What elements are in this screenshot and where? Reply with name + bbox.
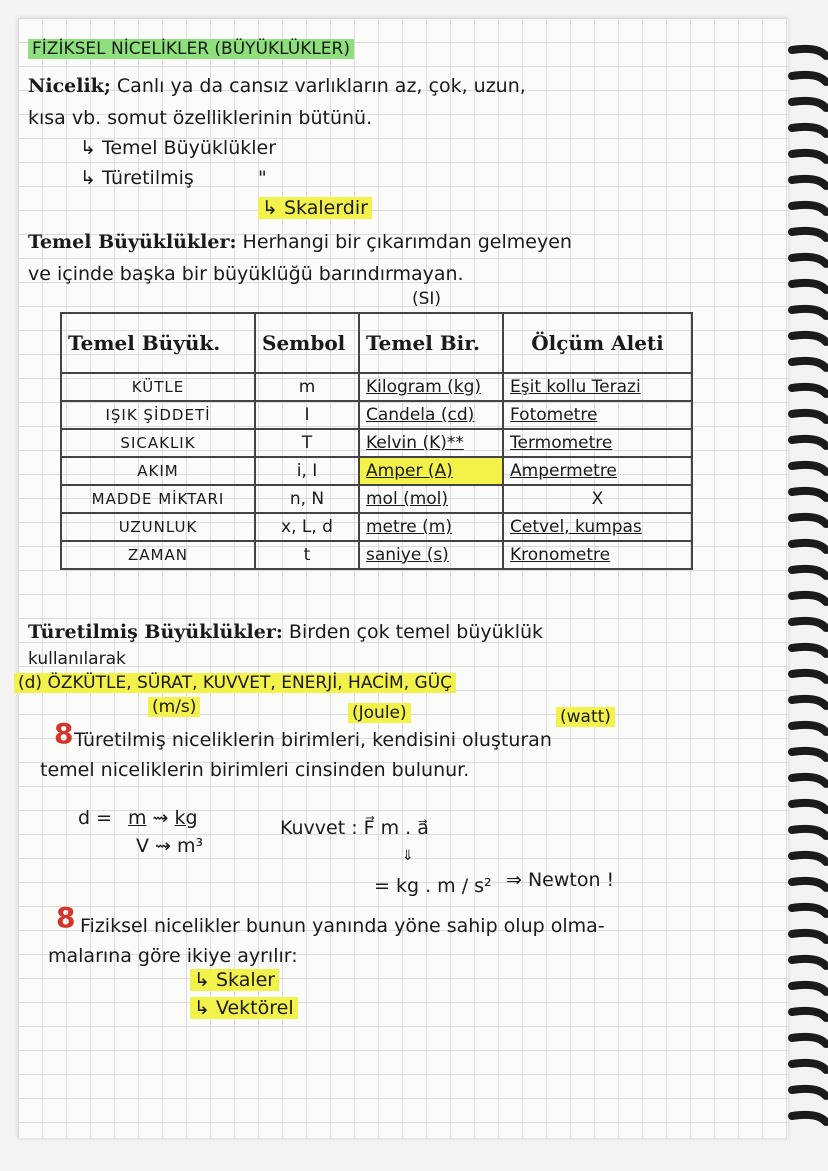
- unit-energy: (Joule): [348, 704, 411, 724]
- si-label: (SI): [412, 289, 442, 309]
- cell-symbol: n, N: [255, 485, 359, 513]
- spiral-coil: [792, 465, 826, 472]
- density-v: V ⇝ m³: [136, 835, 204, 857]
- cell-quantity: AKIM: [61, 457, 255, 485]
- header-unit: Temel Bir.: [359, 313, 503, 373]
- spiral-coil: [792, 283, 826, 290]
- cell-instrument: Eşit kollu Terazi: [503, 373, 692, 401]
- cell-unit: Candela (cd): [359, 401, 503, 429]
- cell-symbol: t: [255, 541, 359, 569]
- spiral-coil: [792, 205, 826, 212]
- cell-symbol: T: [255, 429, 359, 457]
- newton-label: ⇒ Newton !: [506, 869, 615, 891]
- cell-unit: mol (mol): [359, 485, 503, 513]
- spiral-coil: [792, 1115, 826, 1122]
- spiral-coil: [792, 413, 826, 420]
- cell-quantity: IŞIK ŞİDDETİ: [61, 401, 255, 429]
- page-title: FİZİKSEL NİCELİKLER (BÜYÜKLÜKLER): [28, 40, 354, 60]
- spiral-coil: [792, 387, 826, 394]
- spiral-coil: [792, 1011, 826, 1018]
- spiral-coil: [792, 569, 826, 576]
- ditto-mark: ": [258, 167, 267, 189]
- turetilmis-definition-line1: Türetilmiş Büyüklükler: Birden çok temel büyüklük: [28, 621, 544, 643]
- spiral-binding: [788, 40, 828, 1140]
- cell-instrument: X: [503, 485, 692, 513]
- cell-instrument: Ampermetre: [503, 457, 692, 485]
- spiral-coil: [792, 595, 826, 602]
- cell-quantity: UZUNLUK: [61, 513, 255, 541]
- spiral-coil: [792, 439, 826, 446]
- cell-instrument: Kronometre: [503, 541, 692, 569]
- spiral-coil: [792, 1063, 826, 1070]
- note1-line1: Türetilmiş niceliklerin birimleri, kendisini oluşturan: [74, 729, 552, 751]
- cell-quantity: SICAKLIK: [61, 429, 255, 457]
- spiral-coil: [792, 959, 826, 966]
- spiral-coil: [792, 777, 826, 784]
- note1-line2: temel niceliklerin birimleri cinsinden bulunur.: [40, 759, 470, 781]
- cell-symbol: i, I: [255, 457, 359, 485]
- spiral-coil: [792, 335, 826, 342]
- derived-examples: (d) ÖZKÜTLE, SÜRAT, KUVVET, ENERJİ, HACİM, GÜÇ: [14, 674, 456, 694]
- spiral-coil: [792, 153, 826, 160]
- cell-unit: saniye (s): [359, 541, 503, 569]
- spiral-coil: [792, 49, 826, 56]
- spiral-coil: [792, 491, 826, 498]
- branch-turetilmis: ↳ Türetilmiş: [80, 167, 194, 189]
- spiral-coil: [792, 75, 826, 82]
- spiral-coil: [792, 647, 826, 654]
- cell-instrument: Termometre: [503, 429, 692, 457]
- note2-line2: malarına göre ikiye ayrılır:: [48, 945, 298, 967]
- spiral-coil: [792, 101, 826, 108]
- unit-power: (watt): [556, 708, 615, 728]
- nicelik-definition-line2: kısa vb. somut özelliklerinin bütünü.: [28, 107, 373, 129]
- branch-skaler: ↳ Skaler: [190, 970, 279, 992]
- cell-instrument: Cetvel, kumpas: [503, 513, 692, 541]
- force-eq: Kuvvet : F⃗ m . a⃗: [280, 817, 429, 839]
- spiral-coil: [792, 517, 826, 524]
- note-mark-icon: 8: [54, 717, 74, 750]
- cell-symbol: x, L, d: [255, 513, 359, 541]
- spiral-coil: [792, 881, 826, 888]
- spiral-coil: [792, 1037, 826, 1044]
- down-arrow-icon: ⇓: [402, 848, 414, 864]
- branch-temel: ↳ Temel Büyüklükler: [80, 137, 277, 159]
- spiral-coil: [792, 907, 826, 914]
- table-row: [61, 513, 692, 541]
- header-quantity: Temel Büyük.: [61, 313, 255, 373]
- spiral-coil: [792, 179, 826, 186]
- spiral-coil: [792, 725, 826, 732]
- spiral-coil: [792, 803, 826, 810]
- table-row: [61, 541, 692, 569]
- note2-line1: Fiziksel nicelikler bunun yanında yöne sahip olup olma-: [80, 915, 605, 937]
- spiral-coil: [792, 829, 826, 836]
- spiral-coil: [792, 1089, 826, 1096]
- header-instrument: Ölçüm Aleti: [503, 313, 692, 373]
- cell-quantity: MADDE MİKTARI: [61, 485, 255, 513]
- cell-quantity: KÜTLE: [61, 373, 255, 401]
- table-row: [61, 457, 692, 485]
- cell-unit: metre (m): [359, 513, 503, 541]
- cell-unit: Kilogram (kg): [359, 373, 503, 401]
- spiral-coil: [792, 127, 826, 134]
- cell-instrument: Fotometre: [503, 401, 692, 429]
- unit-speed: (m/s): [148, 698, 200, 718]
- header-symbol: Sembol: [255, 313, 359, 373]
- temel-definition-line1: Temel Büyüklükler: Herhangi bir çıkarımdan gelmeyen: [28, 231, 572, 253]
- spiral-coil: [792, 257, 826, 264]
- cell-unit: Kelvin (K)**: [359, 429, 503, 457]
- spiral-coil: [792, 855, 826, 862]
- spiral-coil: [792, 621, 826, 628]
- spiral-coil: [792, 673, 826, 680]
- density-m: m ⇝ kg: [128, 807, 198, 829]
- note-mark-icon: 8: [56, 901, 76, 934]
- cell-symbol: m: [255, 373, 359, 401]
- density-eq: d =: [78, 807, 113, 829]
- table-row: [61, 401, 692, 429]
- skaler-note: ↳ Skalerdir: [258, 198, 372, 220]
- spiral-coil: [792, 543, 826, 550]
- notebook-page: [18, 18, 788, 1138]
- units-table: [60, 312, 693, 570]
- spiral-coil: [792, 751, 826, 758]
- cell-quantity: ZAMAN: [61, 541, 255, 569]
- spiral-coil: [792, 361, 826, 368]
- temel-definition-line2: ve içinde başka bir büyüklüğü barındırmayan.: [28, 263, 464, 285]
- table-header-row: [61, 313, 692, 373]
- spiral-coil: [792, 985, 826, 992]
- force-units: = kg . m / s²: [374, 875, 492, 897]
- spiral-coil: [792, 699, 826, 706]
- cell-unit: Amper (A): [359, 457, 503, 485]
- cell-symbol: I: [255, 401, 359, 429]
- spiral-coil: [792, 309, 826, 316]
- spiral-coil: [792, 231, 826, 238]
- table-row: [61, 485, 692, 513]
- branch-vektorel: ↳ Vektörel: [190, 998, 298, 1020]
- spiral-coil: [792, 933, 826, 940]
- table-row: [61, 373, 692, 401]
- turetilmis-definition-line2: kullanılarak: [28, 649, 126, 669]
- table-row: [61, 429, 692, 457]
- nicelik-definition-line1: Nicelik; Canlı ya da cansız varlıkların az, çok, uzun,: [28, 75, 526, 97]
